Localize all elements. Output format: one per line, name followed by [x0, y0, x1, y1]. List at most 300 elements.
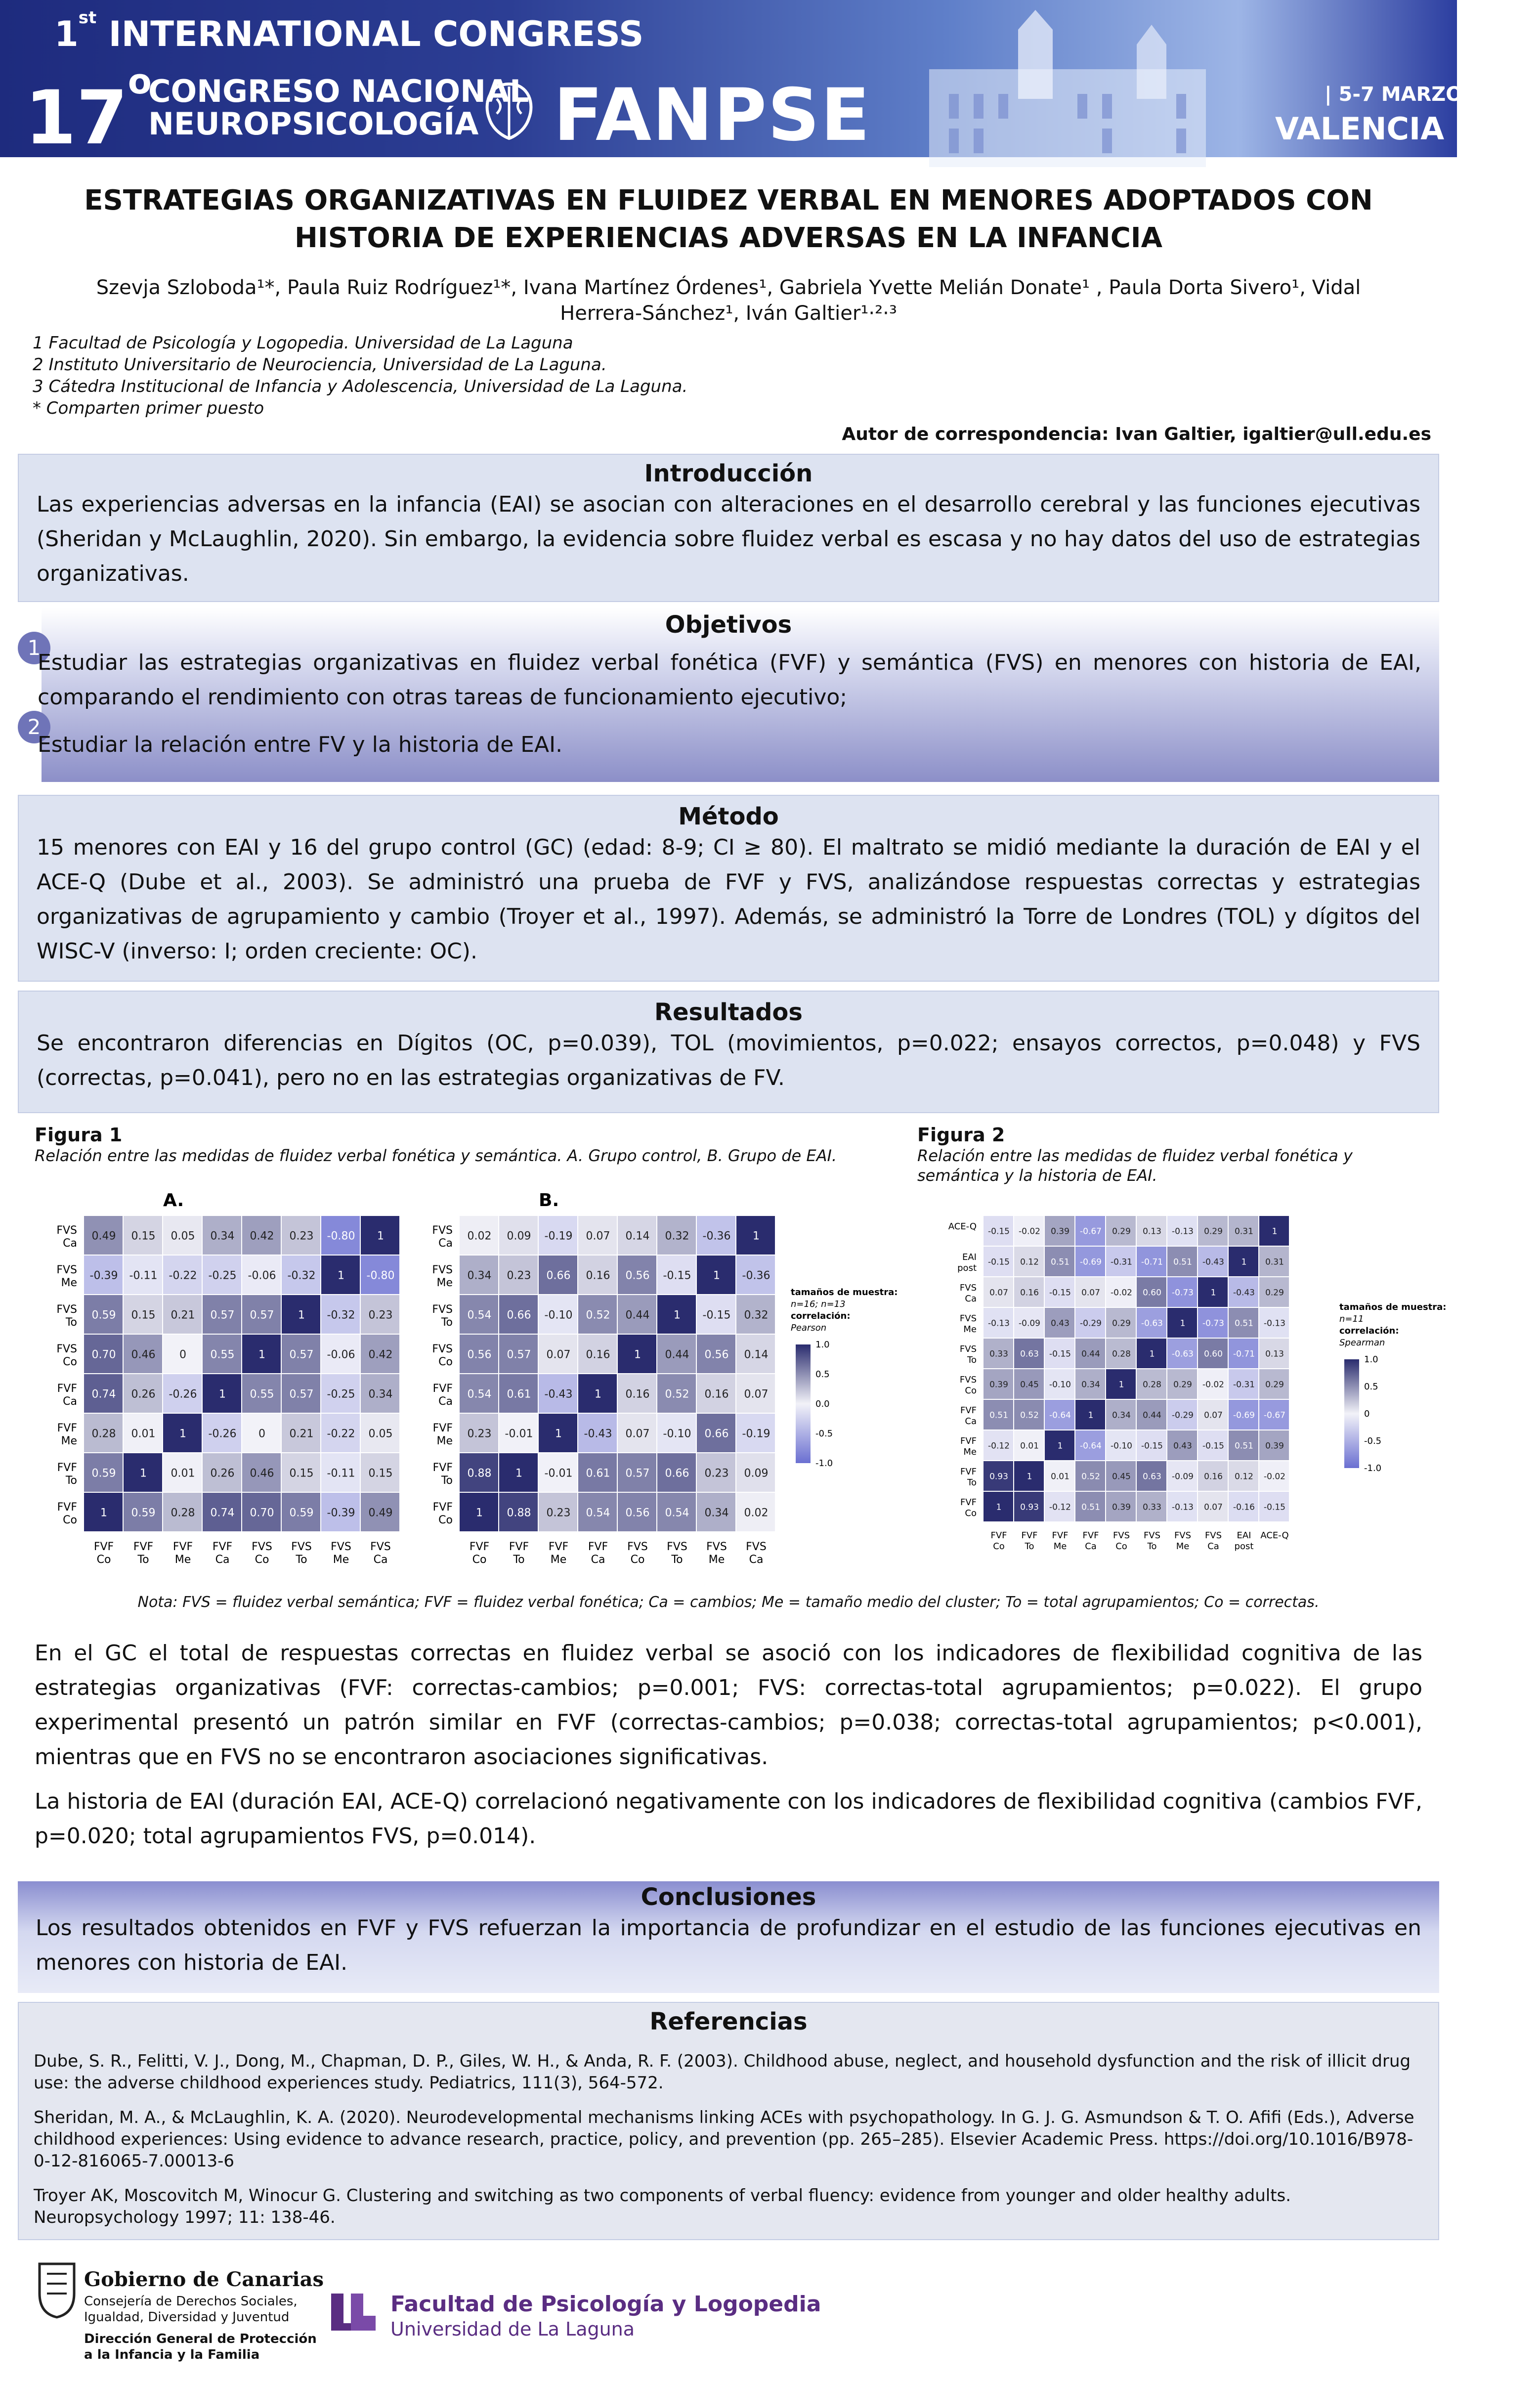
cell-value: 0.21	[289, 1428, 314, 1440]
cell-value: 0.56	[467, 1348, 492, 1361]
cell-value: 0.46	[131, 1348, 156, 1361]
cell-value: -0.15	[988, 1226, 1010, 1237]
cell-value: 1	[674, 1309, 681, 1322]
cell-value: -0.11	[327, 1467, 355, 1480]
cell-value: 0.32	[744, 1309, 769, 1322]
cell-value: 0.29	[1265, 1288, 1284, 1298]
cell-value: 0.93	[1020, 1502, 1039, 1513]
cell-value: 0.09	[744, 1467, 769, 1480]
cell-value: -0.71	[1233, 1349, 1255, 1359]
legend-tick: -1.0	[815, 1458, 833, 1469]
city: VALENCIA 2026	[1275, 111, 1540, 147]
legend-tick: 1.0	[815, 1340, 830, 1350]
method-heading: Método	[678, 803, 779, 830]
panel-label: A.	[163, 1190, 184, 1211]
row-label: FVS To	[56, 1303, 77, 1329]
col-label: FVS Ca	[370, 1541, 391, 1566]
cell-value: -0.11	[129, 1269, 158, 1282]
results-section	[18, 991, 1439, 1113]
cell-value: 1	[996, 1502, 1002, 1513]
row-label: FVF Me	[432, 1422, 453, 1447]
cell-value: 0	[258, 1428, 265, 1440]
row-label: FVF Me	[960, 1436, 977, 1457]
cell-value: 0.07	[625, 1428, 650, 1440]
cell-value: 0.61	[586, 1467, 610, 1480]
row-label: ACE-Q	[948, 1221, 977, 1232]
row-label: FVS Co	[959, 1375, 977, 1396]
row-label: FVF Ca	[57, 1383, 77, 1408]
cell-value: 0	[179, 1348, 186, 1361]
cell-value: 0.70	[91, 1348, 116, 1361]
legend-text: Spearman	[1339, 1338, 1385, 1348]
cell-value: 0.49	[368, 1507, 393, 1519]
cell-value: -0.69	[1233, 1410, 1255, 1421]
canarias-shield-icon	[35, 2259, 79, 2318]
cell-value: 0.45	[1112, 1472, 1131, 1482]
heatmap-eai-group	[410, 1176, 770, 1582]
cell-value: 0.33	[1143, 1502, 1161, 1513]
cell-value: 0.54	[467, 1309, 492, 1322]
cell-value: 0.59	[91, 1309, 116, 1322]
cell-value: 1	[179, 1428, 186, 1440]
cell-value: 1	[377, 1230, 384, 1243]
cell-value: 0.34	[1112, 1410, 1131, 1421]
row-label: FVS To	[959, 1344, 977, 1365]
faculty-title: Facultad de Psicología y Logopedia	[390, 2292, 821, 2317]
legend-tick: 1.0	[1364, 1354, 1378, 1365]
cell-value: -0.15	[702, 1309, 731, 1322]
figure-note: Nota: FVS = fluidez verbal semántica; FVF = fluidez verbal fonética; Ca = cambios; Me = tamaño medio del cluster; To = total agrupamientos; Co = correctas.	[137, 1594, 1320, 1611]
row-label: FVS Ca	[959, 1283, 977, 1304]
gov-title: Gobierno de Canarias	[84, 2268, 324, 2291]
cell-value: -0.02	[1202, 1380, 1224, 1390]
row-label: FVF Co	[960, 1497, 977, 1518]
legend-text: tamaños de muestra:	[1339, 1302, 1447, 1312]
header-banner	[0, 0, 1540, 161]
cell-value: 0.07	[1204, 1502, 1223, 1513]
cell-value: 0.55	[250, 1388, 274, 1401]
cell-value: 0.74	[91, 1388, 116, 1401]
cell-value: 0.02	[467, 1230, 492, 1243]
method-section	[18, 795, 1439, 982]
brain-icon	[479, 79, 539, 143]
congress-name: CONGRESO NACIONAL NEUROPSICOLOGÍA	[148, 73, 529, 142]
cell-value: 0.70	[250, 1507, 274, 1519]
cell-value: -0.15	[988, 1257, 1010, 1267]
intro-text: Las experiencias adversas en la infancia (EAI) se asocian con alteraciones en el desarrollo cerebral y las funciones ejecutivas (Sheridan y McLaughlin, 2020). Sin embargo, la evidencia sobre fluidez verbal es escasa y no hay datos del uso de estrategias organizativas.	[37, 492, 1420, 586]
cell-value: 0.23	[467, 1428, 492, 1440]
col-label: FVS Co	[627, 1541, 648, 1566]
congress-number: 17$^o$	[25, 61, 152, 161]
cell-value: 0.39	[1051, 1226, 1069, 1237]
objectives-heading: Objetivos	[665, 611, 792, 639]
legend-tick: 0.5	[815, 1369, 830, 1380]
conclusions-text: Los resultados obtenidos en FVF y FVS refuerzan la importancia de profundizar en el estudio de las funciones ejecutivas en menores con historia de EAI.	[36, 1915, 1421, 1975]
cell-value: 0.57	[289, 1348, 314, 1361]
cell-value: 0.16	[1204, 1472, 1223, 1482]
brand-fanpse: FANPSE	[554, 73, 871, 157]
cell-value: -0.73	[1172, 1288, 1194, 1298]
cell-value: 0.52	[665, 1388, 689, 1401]
reference-item: Dube, S. R., Felitti, V. J., Dong, M., Chapman, D. P., Giles, W. H., & Anda, R. F. (2003). Childhood abuse, neglect, and household dysfunction and the risk of illicit drug use: the adverse childhood experiences study. Pediatrics, 111(3), 564-572.	[34, 2051, 1411, 2093]
cell-value: -0.06	[248, 1269, 276, 1282]
row-label: FVS Ca	[56, 1224, 77, 1250]
cell-value: -0.64	[1049, 1410, 1071, 1421]
cell-value: 0.44	[1143, 1410, 1161, 1421]
cell-value: 0.55	[210, 1348, 235, 1361]
cell-value: 0.15	[368, 1467, 393, 1480]
gov-department: Consejería de Derechos Sociales, Igualdad, Diversidad y Juventud	[84, 2294, 298, 2325]
discussion-paragraph-1: En el GC el total de respuestas correctas en fluidez verbal se asoció con los indicadores de flexibilidad cognitiva de las estrategias organizativas (FVF: correctas-cambios; p=0.001; FVS: correctas-total agrupamientos; p=0.022). El grupo experimental presentó un patrón similar en FVF (correctas-cambios; p=0.038; correctas-total agrupamientos; p<0.001), mientras que en FVS no se encontraron asociaciones significativas.	[35, 1641, 1422, 1770]
legend-text: Pearson	[791, 1323, 827, 1333]
cell-value: 0.14	[625, 1230, 650, 1243]
cell-value: -0.15	[1049, 1288, 1071, 1298]
cell-value: 0.39	[1112, 1502, 1131, 1513]
discussion	[35, 1636, 1422, 1854]
cell-value: -0.01	[505, 1428, 533, 1440]
col-label: FVF Me	[548, 1541, 569, 1566]
objective-number-2: 2	[18, 711, 50, 743]
row-label: FVF Co	[57, 1501, 77, 1526]
cell-value: 0.29	[1173, 1380, 1192, 1390]
cell-value: -0.02	[1019, 1226, 1040, 1237]
cell-value: 0.09	[507, 1230, 531, 1243]
cell-value: 0.29	[1112, 1226, 1131, 1237]
col-label: FVS To	[1143, 1530, 1161, 1552]
cell-value: 0.16	[1020, 1288, 1039, 1298]
row-label: FVF To	[57, 1462, 77, 1487]
cell-value: -0.13	[1264, 1318, 1285, 1329]
cell-value: 1	[1149, 1349, 1155, 1359]
cell-value: -0.80	[327, 1230, 355, 1243]
cell-value: -0.31	[1233, 1380, 1255, 1390]
row-label: FVF Me	[57, 1422, 77, 1447]
cell-value: 0.51	[1173, 1257, 1192, 1267]
cell-value: -0.32	[327, 1309, 355, 1322]
row-label: FVS Co	[56, 1343, 77, 1368]
cell-value: -0.02	[1111, 1288, 1132, 1298]
cell-value: 0.29	[1265, 1380, 1284, 1390]
cell-value: -0.13	[1172, 1226, 1194, 1237]
cell-value: 0.51	[1235, 1441, 1253, 1451]
cell-value: -0.64	[1080, 1441, 1102, 1451]
figure1-caption: Figura 1 Relación entre las medidas de fluidez verbal fonética y semántica. A. Grupo control, B. Grupo de EAI.	[35, 1124, 837, 1165]
objectives-section	[18, 608, 1439, 785]
cell-value: 0.93	[989, 1472, 1008, 1482]
reference-item: Troyer AK, Moscovitch M, Winocur G. Clustering and switching as two components of verbal fluency: evidence from younger and older healthy adults. Neuropsychology 1997; 11: 138-46.	[34, 2186, 1291, 2227]
cell-value: 1	[258, 1348, 265, 1361]
col-label: FVF Me	[1052, 1530, 1069, 1552]
heatmap-eai-history	[929, 1206, 1334, 1577]
cell-value: 0.54	[665, 1507, 689, 1519]
cell-value: 0.51	[1235, 1318, 1253, 1329]
cell-value: -0.25	[208, 1269, 237, 1282]
col-label: FVF To	[1021, 1530, 1038, 1552]
col-label: FVF Ca	[1082, 1530, 1099, 1552]
cell-value: 1	[1180, 1318, 1186, 1329]
cell-value: -0.39	[89, 1269, 118, 1282]
col-label: ACE-Q	[1260, 1530, 1289, 1541]
cell-value: 0.63	[1020, 1349, 1039, 1359]
cell-value: 1	[100, 1507, 107, 1519]
cell-value: 0.26	[210, 1467, 235, 1480]
reference-item: Sheridan, M. A., & McLaughlin, K. A. (2020). Neurodevelopmental mechanisms linking ACEs with psychopathology. In G. J. G. Asmundson & T. O. Afifi (Eds.), Adverse childhood experiences: Using evidence to advance research, practice, policy, and prevention (pp. 265–285). Elsevier Academic Press. https://doi.org/10.1016/B978-0-12-816065-7.00013-6	[34, 2108, 1414, 2171]
col-label: FVS Ca	[746, 1541, 767, 1566]
cell-value: -0.02	[1264, 1472, 1285, 1482]
cell-value: 0.74	[210, 1507, 235, 1519]
intro-heading: Introducción	[644, 460, 813, 487]
gov-direction: Dirección General de Protección a la Infancia y la Familia	[84, 2332, 317, 2362]
affiliations: 1 Facultad de Psicología y Logopedia. Universidad de La Laguna 2 Instituto Universitario de Neurociencia, Universidad de La Laguna. 3 Cátedra Institucional de Infancia y Adolescencia, Universidad de La Laguna. * Comparten primer puesto	[33, 333, 688, 418]
legend-colorbar	[1344, 1359, 1359, 1468]
cell-value: 0.56	[704, 1348, 729, 1361]
cell-value: -0.06	[327, 1348, 355, 1361]
cell-value: 0.59	[131, 1507, 156, 1519]
cell-value: 1	[753, 1230, 760, 1243]
cell-value: 0.34	[704, 1507, 729, 1519]
cell-value: -0.16	[1233, 1502, 1255, 1513]
cell-value: 0.29	[1204, 1226, 1223, 1237]
cell-value: -0.10	[544, 1309, 573, 1322]
cell-value: -0.36	[742, 1269, 770, 1282]
cell-value: 0.57	[250, 1309, 274, 1322]
row-label: FVS Me	[432, 1264, 453, 1289]
cell-value: 1	[1210, 1288, 1216, 1298]
cell-value: 0.66	[665, 1467, 689, 1480]
objective-number-1: 1	[18, 632, 50, 664]
cell-value: 1	[515, 1467, 522, 1480]
col-label: FVS To	[291, 1541, 312, 1566]
cell-value: -0.31	[1111, 1257, 1132, 1267]
cell-value: 0.52	[1081, 1472, 1100, 1482]
col-label: FVF Ca	[588, 1541, 608, 1566]
cell-value: 1	[1057, 1441, 1063, 1451]
row-label: FVS To	[432, 1303, 453, 1329]
cell-value: 0.45	[1020, 1380, 1039, 1390]
cell-value: -0.43	[1202, 1257, 1224, 1267]
cell-value: -0.71	[1141, 1257, 1163, 1267]
cell-value: 0.60	[1143, 1288, 1161, 1298]
cell-value: 1	[219, 1388, 226, 1401]
cell-value: 0.44	[1081, 1349, 1100, 1359]
cell-value: 0.44	[625, 1309, 650, 1322]
legend-colorbar	[796, 1344, 811, 1463]
figure2-caption: Figura 2 Relación entre las medidas de fluidez verbal fonética y semántica y la historia de EAI.	[917, 1124, 1353, 1185]
cell-value: 0.49	[91, 1230, 116, 1243]
cell-value: 0.23	[546, 1507, 571, 1519]
cell-value: 0.07	[989, 1288, 1008, 1298]
objective-text-2: Estudiar la relación entre FV y la historia de EAI.	[38, 732, 563, 757]
cell-value: 0.23	[368, 1309, 393, 1322]
row-label: FVS Ca	[432, 1224, 453, 1250]
cell-value: 0.23	[704, 1467, 729, 1480]
cell-value: 0.26	[131, 1388, 156, 1401]
results-text: Se encontraron diferencias en Dígitos (OC, p=0.039), TOL (movimientos, p=0.022; ensayos correctos, p=0.048) y FVS (correctas, p=0.041), pero no en las estrategias organizativas de FV.	[37, 1031, 1420, 1090]
cell-value: 0.28	[171, 1507, 195, 1519]
faculty-subtitle: Universidad de La Laguna	[390, 2318, 635, 2340]
col-label: FVS Me	[331, 1541, 351, 1566]
cell-value: 0.88	[467, 1467, 492, 1480]
cell-value: 0.51	[1051, 1257, 1069, 1267]
cell-value: 0.32	[665, 1230, 689, 1243]
cell-value: -0.80	[366, 1269, 395, 1282]
cell-value: -0.63	[1141, 1318, 1163, 1329]
cell-value: 0.21	[171, 1309, 195, 1322]
cell-value: 0.60	[1204, 1349, 1223, 1359]
cell-value: 0.12	[1020, 1257, 1039, 1267]
cell-value: 0.16	[625, 1388, 650, 1401]
footer-logos	[0, 2244, 1457, 2382]
cell-value: 0.42	[250, 1230, 274, 1243]
cell-value: 0.57	[507, 1348, 531, 1361]
cell-value: 0.16	[586, 1269, 610, 1282]
cell-value: -0.67	[1264, 1410, 1285, 1421]
legend-tick: -0.5	[1364, 1436, 1382, 1446]
conclusions-section	[18, 1881, 1439, 1993]
cell-value: 0.42	[368, 1348, 393, 1361]
cell-value: -0.67	[1080, 1226, 1102, 1237]
cell-value: 0.29	[1112, 1318, 1131, 1329]
cell-value: 0.34	[210, 1230, 235, 1243]
cell-value: 0.52	[1020, 1410, 1039, 1421]
cell-value: 1	[595, 1388, 601, 1401]
cell-value: 1	[1118, 1380, 1124, 1390]
col-label: EAI post	[1234, 1530, 1254, 1552]
correspondence: Autor de correspondencia: Ivan Galtier, igaltier@ull.edu.es	[842, 424, 1431, 444]
cell-value: -0.43	[584, 1428, 612, 1440]
results-heading: Resultados	[654, 998, 803, 1026]
cell-value: -0.01	[544, 1467, 573, 1480]
cell-value: 0.01	[1051, 1472, 1069, 1482]
cell-value: 0.51	[1081, 1502, 1100, 1513]
cell-value: 0.66	[507, 1309, 531, 1322]
col-label: FVS Me	[706, 1541, 727, 1566]
cell-value: 0.28	[1143, 1380, 1161, 1390]
cell-value: 0.05	[368, 1428, 393, 1440]
cell-value: 1	[338, 1269, 344, 1282]
cell-value: -0.43	[544, 1388, 573, 1401]
legend-text: n=11	[1339, 1314, 1364, 1324]
objective-text-1: Estudiar las estrategias organizativas en fluidez verbal fonética (FVF) y semántica (FVS) en menores con historia de EAI, comparando el rendimiento con otras tareas de funcionamiento ejecutivo;	[38, 650, 1421, 710]
cell-value: 0.63	[1143, 1472, 1161, 1482]
intro-section	[18, 454, 1439, 602]
cell-value: 0.07	[1081, 1288, 1100, 1298]
cell-value: 0.59	[289, 1507, 314, 1519]
heatmap-control-group	[35, 1176, 395, 1582]
cell-value: 1	[1027, 1472, 1032, 1482]
col-label: FVS Ca	[1204, 1530, 1222, 1552]
cell-value: -0.09	[1172, 1472, 1194, 1482]
row-label: FVF Ca	[432, 1383, 453, 1408]
cell-value: -0.19	[742, 1428, 770, 1440]
cell-value: 1	[140, 1467, 147, 1480]
cell-value: 1	[713, 1269, 720, 1282]
col-label: FVF Co	[990, 1530, 1007, 1552]
cell-value: -0.29	[1172, 1410, 1194, 1421]
cell-value: 0.88	[507, 1507, 531, 1519]
cell-value: -0.22	[169, 1269, 197, 1282]
cell-value: 0.59	[91, 1467, 116, 1480]
cell-value: 0.31	[1235, 1226, 1253, 1237]
cell-value: -0.39	[327, 1507, 355, 1519]
cell-value: 0.57	[289, 1388, 314, 1401]
cell-value: 1	[555, 1428, 562, 1440]
cell-value: 1	[298, 1309, 305, 1322]
cell-value: 0.14	[744, 1348, 769, 1361]
cell-value: 0.56	[625, 1507, 650, 1519]
cell-value: 1	[1272, 1226, 1278, 1237]
cell-value: -0.22	[327, 1428, 355, 1440]
cell-value: 0.54	[467, 1388, 492, 1401]
cell-value: -0.36	[702, 1230, 731, 1243]
method-text: 15 menores con EAI y 16 del grupo control (GC) (edad: 8-9; CI ≥ 80). El maltrato se midió mediante la duración de EAI y el ACE-Q (Dube et al., 2003). Se administró una prueba de FVF y FVS, analizándose respuestas correctas y estrategias organizativas de agrupamiento y cambio (Troyer et al., 1997). Además, se administró la Torre de Londres (TOL) y dígitos del WISC-V (inverso: I; orden creciente: OC).	[37, 835, 1420, 964]
row-label: FVF Co	[432, 1501, 453, 1526]
cell-value: -0.15	[1141, 1441, 1163, 1451]
cell-value: -0.63	[1172, 1349, 1194, 1359]
legend-text: n=16; n=13	[791, 1299, 846, 1309]
col-label: FVF Ca	[212, 1541, 233, 1566]
cell-value: 1	[1241, 1257, 1247, 1267]
cell-value: -0.73	[1202, 1318, 1224, 1329]
cell-value: 0.05	[171, 1230, 195, 1243]
cell-value: 0.43	[1173, 1441, 1192, 1451]
legend-figure1	[786, 1285, 898, 1483]
cell-value: -0.43	[1233, 1288, 1255, 1298]
cell-value: -0.12	[988, 1441, 1010, 1451]
col-label: FVF Me	[172, 1541, 193, 1566]
cell-value: 0.46	[250, 1467, 274, 1480]
col-label: FVS Co	[1112, 1530, 1130, 1552]
cell-value: 0.43	[1051, 1318, 1069, 1329]
cell-value: 0.02	[744, 1507, 769, 1519]
cell-value: 0.01	[1020, 1441, 1039, 1451]
cell-value: 0.15	[131, 1230, 156, 1243]
cell-value: 0.34	[368, 1388, 393, 1401]
cell-value: 0.15	[289, 1467, 314, 1480]
cell-value: 0.39	[989, 1380, 1008, 1390]
cell-value: -0.25	[327, 1388, 355, 1401]
cell-value: 0.28	[91, 1428, 116, 1440]
cell-value: 0.51	[989, 1410, 1008, 1421]
row-label: FVS Co	[432, 1343, 453, 1368]
cell-value: 0.56	[625, 1269, 650, 1282]
cell-value: -0.19	[544, 1230, 573, 1243]
cell-value: -0.13	[1172, 1502, 1194, 1513]
cell-value: 0.07	[546, 1348, 571, 1361]
cell-value: 0.23	[289, 1230, 314, 1243]
cell-value: 0.54	[586, 1507, 610, 1519]
row-label: FVF Ca	[960, 1405, 977, 1427]
cell-value: -0.10	[663, 1428, 691, 1440]
cell-value: 0.33	[989, 1349, 1008, 1359]
legend-text: correlación:	[1339, 1326, 1399, 1336]
cell-value: -0.10	[1049, 1380, 1071, 1390]
cell-value: -0.13	[988, 1318, 1010, 1329]
col-label: FVF Co	[93, 1541, 114, 1566]
cell-value: 0.44	[665, 1348, 689, 1361]
col-label: FVF To	[133, 1541, 154, 1566]
cell-value: 0.16	[704, 1388, 729, 1401]
cell-value: 1	[634, 1348, 641, 1361]
cell-value: 0.34	[1081, 1380, 1100, 1390]
conclusions-heading: Conclusiones	[641, 1883, 816, 1911]
cell-value: 0.57	[625, 1467, 650, 1480]
cell-value: -0.26	[208, 1428, 237, 1440]
cell-value: 0.66	[546, 1269, 571, 1282]
legend-tick: 0.0	[815, 1399, 830, 1409]
cell-value: 0.13	[1143, 1226, 1161, 1237]
cell-value: -0.09	[1019, 1318, 1040, 1329]
